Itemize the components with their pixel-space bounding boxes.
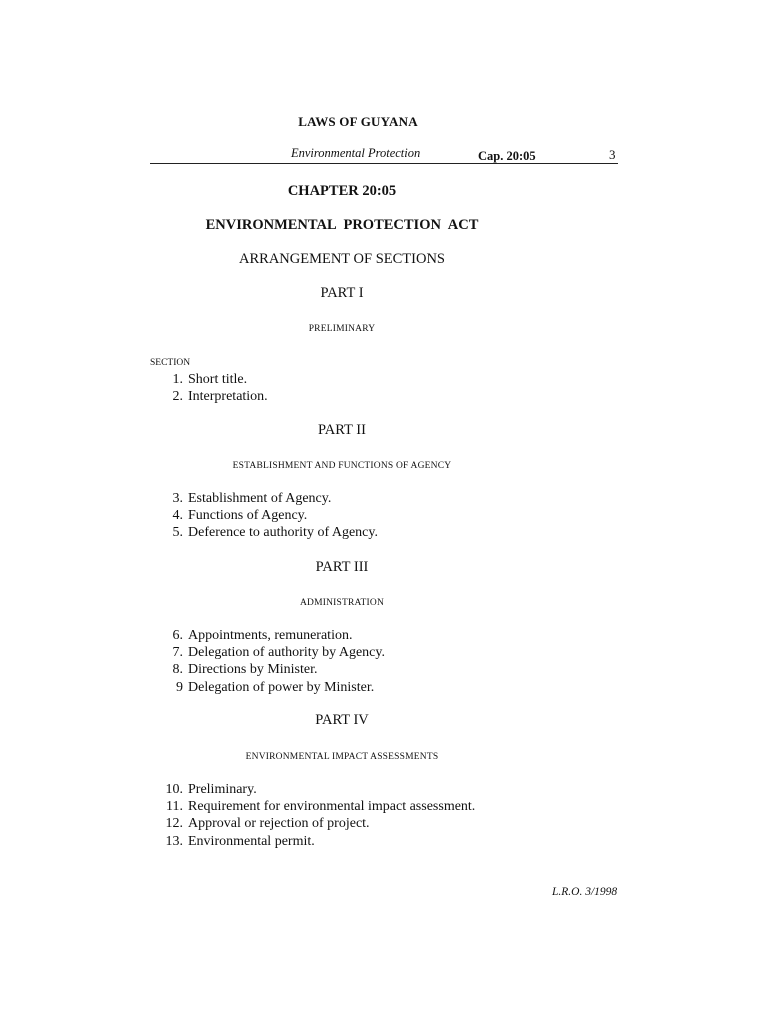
section-title: Preliminary. [188, 782, 257, 797]
section-title: Environmental permit. [188, 833, 315, 849]
section-title: Delegation of authority by Agency. [188, 645, 385, 661]
section-number: 7. [172, 645, 183, 661]
section-title: Short title. [188, 372, 248, 387]
section-title: Functions of Agency. [188, 508, 308, 524]
part-title: PART II [318, 422, 366, 438]
arrangement-heading: ARRANGEMENT OF SECTIONS [239, 251, 445, 267]
part-heading: ESTABLISHMENT AND FUNCTIONS OF AGENCY [232, 461, 452, 471]
section-title: Appointments, remuneration. [188, 628, 353, 643]
part-heading: ADMINISTRATION [299, 598, 385, 608]
lro-revision: L.R.O. 3/1998 [552, 886, 618, 898]
section-number: 3. [172, 491, 183, 506]
section-title: Delegation of power by Minister. [188, 679, 375, 695]
section-number: 13. [165, 833, 183, 849]
section-number: 11. [166, 799, 183, 815]
section-number: 2. [172, 389, 183, 405]
part-heading: ENVIRONMENTAL IMPACT ASSESSMENTS [245, 752, 439, 762]
act-title: ENVIRONMENTAL PROTECTION ACT [205, 217, 479, 233]
section-number: 12. [165, 816, 183, 832]
running-title: Environmental Protection [291, 146, 421, 160]
part-title: PART III [315, 559, 369, 575]
page-number: 3 [609, 147, 616, 162]
section-title: Approval or rejection of project. [188, 816, 370, 832]
section-number: 6. [172, 628, 183, 643]
section-number: 5. [172, 525, 183, 541]
part-title: PART I [320, 285, 364, 301]
section-title: Directions by Minister. [188, 662, 318, 678]
section-number: 1. [172, 372, 183, 387]
chapter-reference: Cap. 20:05 [478, 149, 536, 163]
laws-title: LAWS OF GUYANA [298, 114, 418, 129]
section-title: Interpretation. [188, 389, 268, 405]
section-number: 10. [165, 782, 183, 797]
section-title: Requirement for environmental impact assessment. [188, 799, 476, 815]
part-title: PART IV [315, 712, 369, 728]
chapter-title: CHAPTER 20:05 [287, 183, 397, 199]
section-number: 4. [172, 508, 183, 524]
section-title: Establishment of Agency. [188, 491, 332, 506]
section-number: 9 [176, 679, 183, 695]
section-label: SECTION [150, 358, 191, 368]
part-heading: PRELIMINARY [308, 324, 376, 334]
header-rule [150, 163, 618, 164]
section-number: 8. [172, 662, 183, 678]
section-title: Deference to authority of Agency. [188, 525, 378, 541]
